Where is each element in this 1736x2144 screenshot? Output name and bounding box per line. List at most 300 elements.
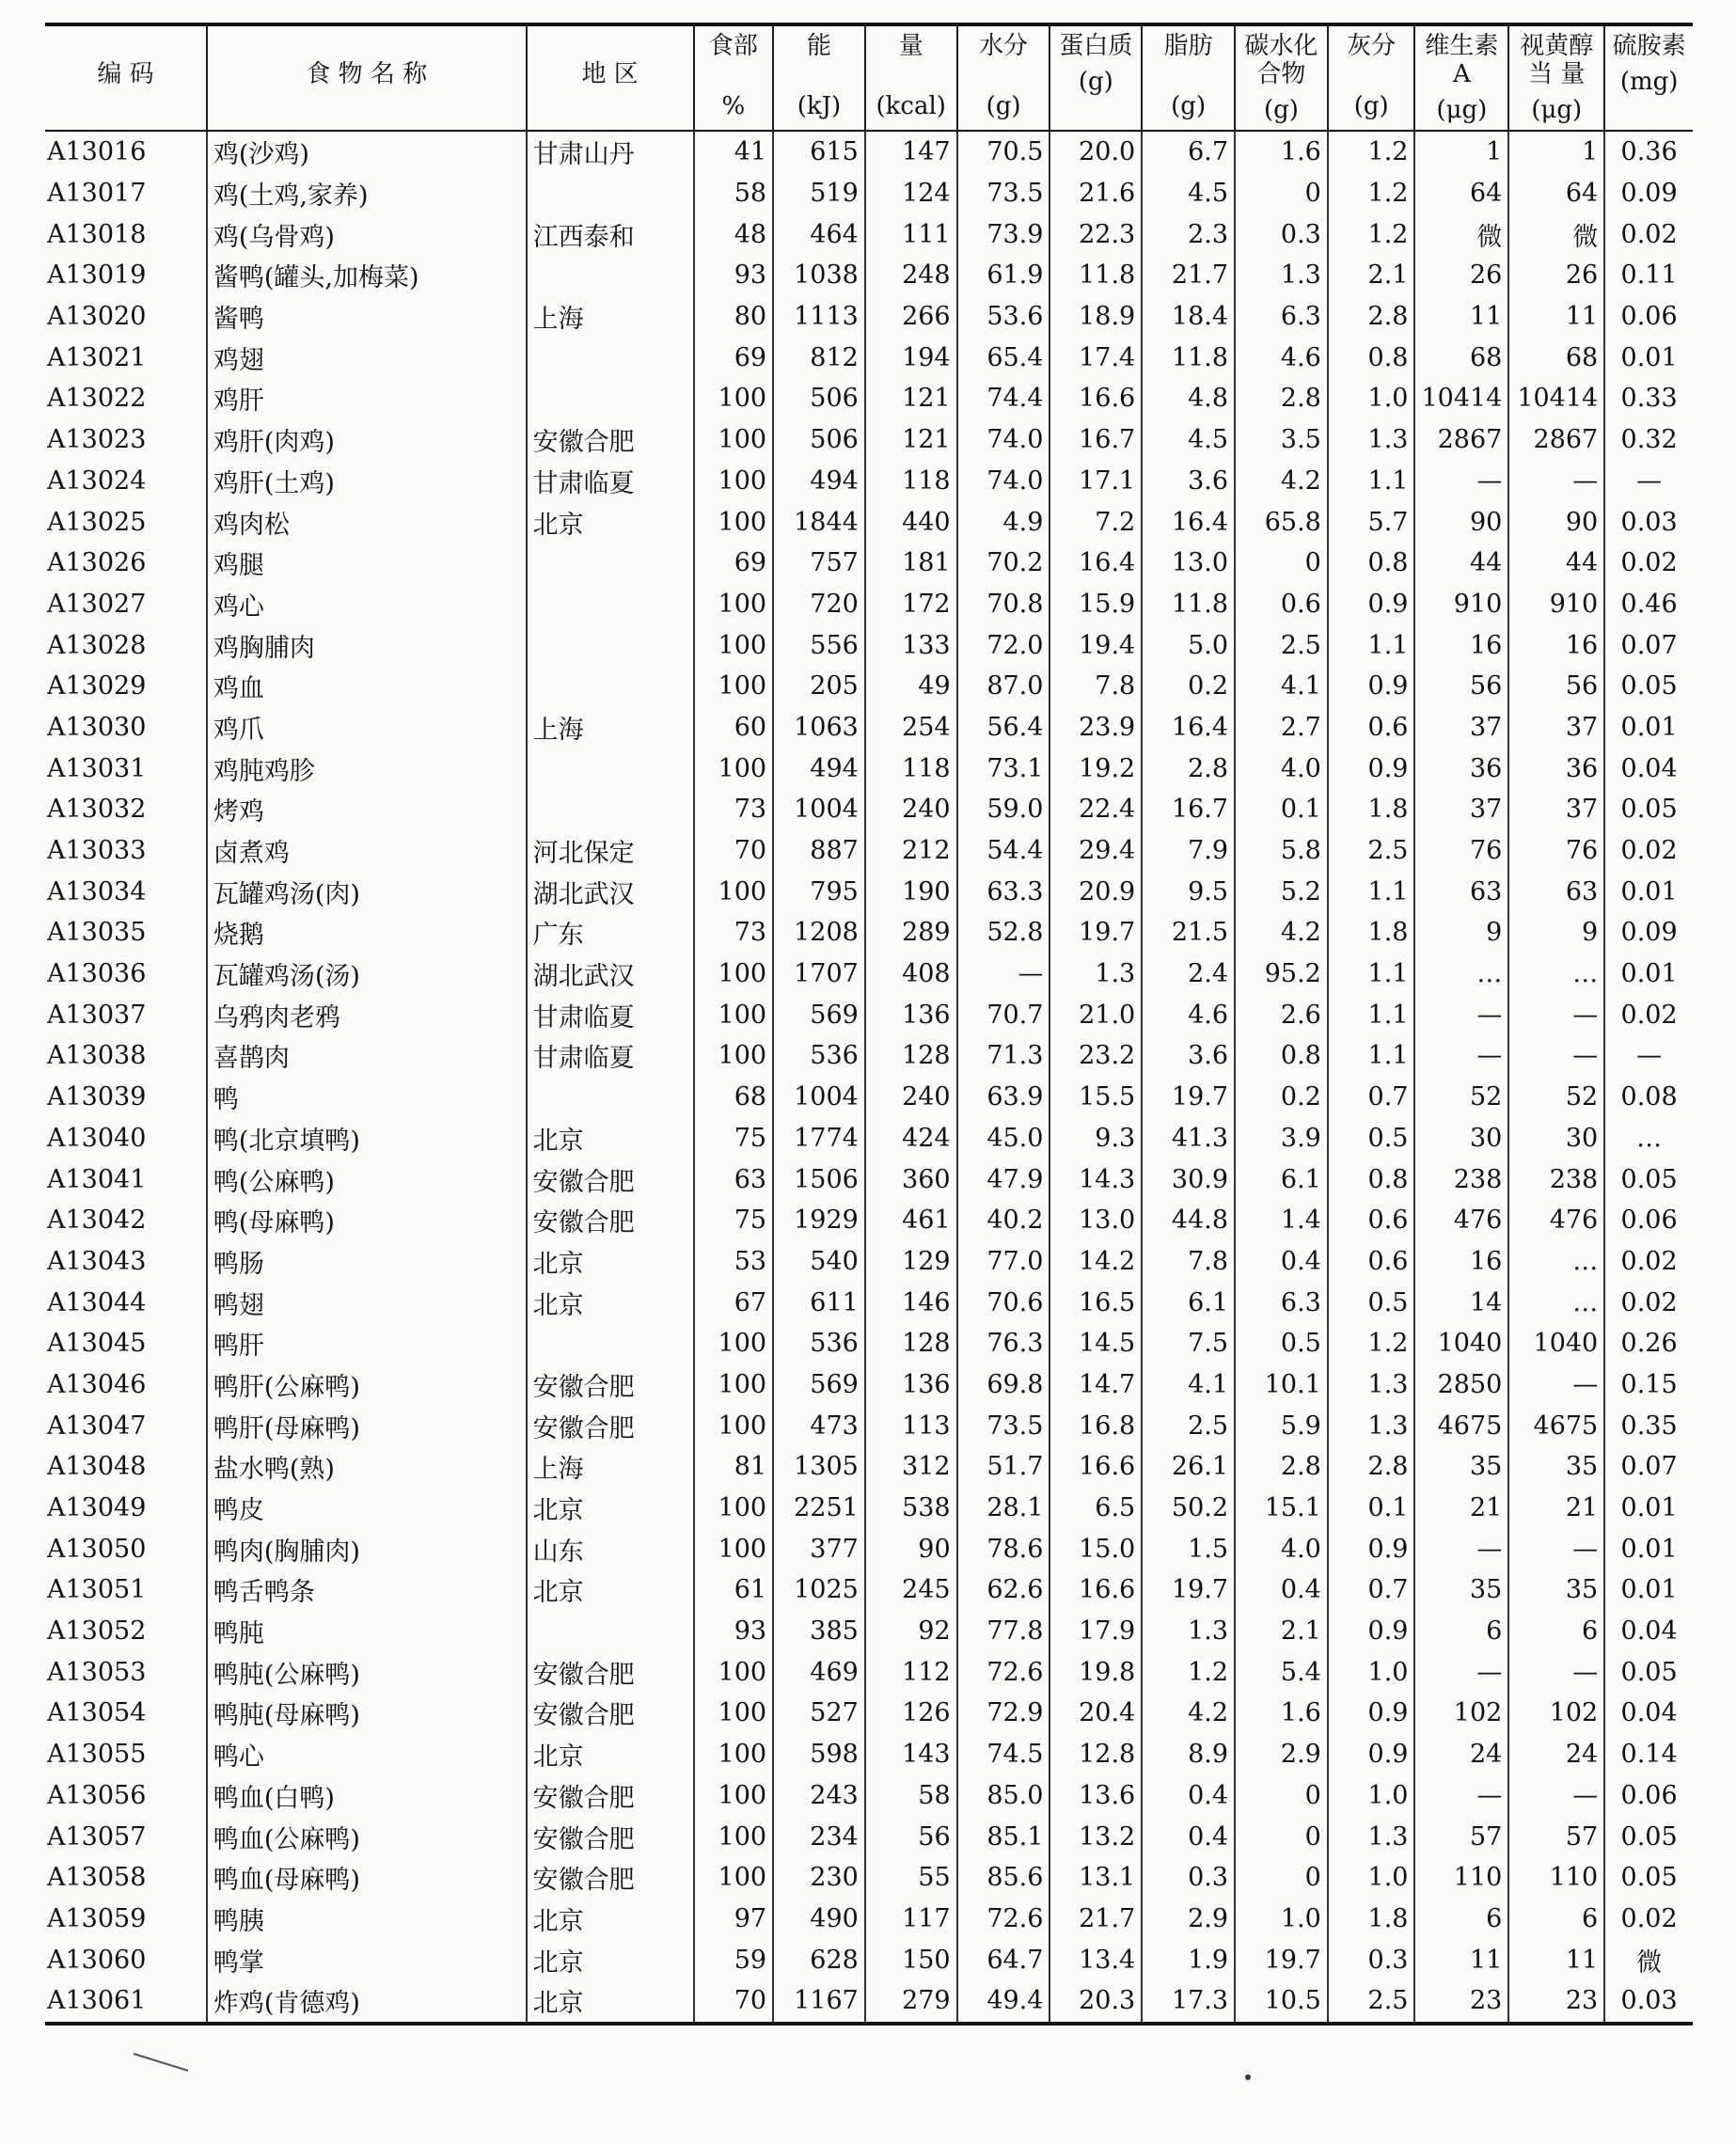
table-cell: 16.8 (1049, 1405, 1142, 1446)
table-cell: 北京 (527, 1569, 694, 1611)
table-cell: A13055 (47, 1740, 147, 1770)
table-cell: 85.0 (957, 1775, 1050, 1817)
table-cell: 1.1 (1328, 624, 1415, 666)
table-row (45, 1651, 1693, 1693)
table-cell: 4.1 (1142, 1364, 1235, 1406)
table-cell: 45.0 (957, 1118, 1050, 1159)
table-cell: 20.4 (1049, 1693, 1142, 1734)
table-cell: 0.2 (1235, 1077, 1328, 1118)
table-cell: 63.3 (957, 871, 1050, 912)
table-cell: A13046 (47, 1369, 147, 1399)
table-cell: 0.8 (1328, 543, 1415, 584)
table-cell: 23.9 (1049, 707, 1142, 749)
table-cell: A13029 (47, 671, 147, 702)
table-cell: 14.2 (1049, 1241, 1142, 1283)
table-cell: 鸭(母麻鸭) (207, 1200, 527, 1241)
table-cell: 48 (694, 213, 773, 255)
table-cell: 22.4 (1049, 789, 1142, 830)
table-cell: 70 (694, 1980, 773, 2024)
table-cell: 490 (773, 1899, 865, 1940)
table-cell: 11 (1414, 1939, 1508, 1980)
header-edible: 食部 % (694, 24, 773, 131)
table-cell: 北京 (527, 1118, 694, 1159)
table-cell: 59.0 (957, 789, 1050, 830)
table-cell: 469 (773, 1651, 865, 1693)
table-cell: 312 (865, 1446, 957, 1488)
table-cell: 360 (865, 1159, 957, 1200)
table-cell: 山东 (527, 1528, 694, 1569)
table-cell: 100 (694, 666, 773, 707)
table-cell: 18.4 (1142, 296, 1235, 338)
table-cell: 0.5 (1328, 1118, 1415, 1159)
table-cell: A13024 (47, 465, 147, 496)
table-cell: 385 (773, 1611, 865, 1652)
table-cell: 11.8 (1142, 337, 1235, 378)
table-cell: 2867 (1414, 419, 1508, 461)
table-cell: 2.1 (1235, 1611, 1328, 1652)
table-cell: — (1414, 1651, 1508, 1693)
table-cell: 16.6 (1049, 378, 1142, 419)
table-cell: 1.9 (1142, 1939, 1235, 1980)
table-cell: 70 (694, 830, 773, 872)
table-cell: 北京 (527, 1734, 694, 1775)
table-cell: 41.3 (1142, 1118, 1235, 1159)
table-cell: 100 (694, 378, 773, 419)
table-cell: 甘肃临夏 (527, 994, 694, 1035)
table-cell: 476 (1508, 1200, 1604, 1241)
table-cell: — (1414, 461, 1508, 502)
table-cell: 95.2 (1235, 954, 1328, 995)
table-cell: 10414 (1508, 378, 1604, 419)
table-cell: 230 (773, 1857, 865, 1899)
header-region: 地 区 (527, 24, 694, 131)
table-cell: 50.2 (1142, 1488, 1235, 1529)
table-cell (527, 1323, 694, 1364)
table-cell: 1844 (773, 501, 865, 543)
table-cell: 26 (1414, 255, 1508, 296)
table-cell: 0.06 (1604, 1775, 1693, 1817)
table-cell: — (1508, 994, 1604, 1035)
table-cell: 1.2 (1328, 1323, 1415, 1364)
table-cell: 611 (773, 1282, 865, 1323)
table-row (45, 1118, 1693, 1159)
table-cell: A13025 (47, 507, 147, 537)
table-row (45, 213, 1693, 255)
table-cell: 1063 (773, 707, 865, 749)
table-cell: 121 (865, 378, 957, 419)
table-header-row (45, 24, 1693, 131)
header-code: 编 码 (97, 60, 154, 88)
table-cell: 52 (1508, 1077, 1604, 1118)
table-cell: 0.01 (1604, 337, 1693, 378)
table-cell: 5.4 (1235, 1651, 1328, 1693)
table-cell: 110 (1508, 1857, 1604, 1899)
table-cell: 5.8 (1235, 830, 1328, 872)
table-cell: A13027 (47, 589, 147, 619)
table-cell: 49 (865, 666, 957, 707)
table-cell: 212 (865, 830, 957, 872)
table-cell: 13.0 (1049, 1200, 1142, 1241)
table-cell: 4.6 (1235, 337, 1328, 378)
table-cell: 0.9 (1328, 1693, 1415, 1734)
table-cell: 21.6 (1049, 173, 1142, 214)
table-cell: 鸭胰 (207, 1899, 527, 1940)
table-cell: 2867 (1508, 419, 1604, 461)
table-cell: A13052 (47, 1616, 147, 1647)
table-cell: 73.5 (957, 1405, 1050, 1446)
table-cell: 93 (694, 255, 773, 296)
table-cell: 2.8 (1328, 296, 1415, 338)
table-cell: 476 (1414, 1200, 1508, 1241)
table-cell: 1.8 (1328, 912, 1415, 954)
table-cell: 0.05 (1604, 666, 1693, 707)
table-cell: 21.5 (1142, 912, 1235, 954)
table-cell: 鸭(公麻鸭) (207, 1159, 527, 1200)
table-cell: 0.4 (1235, 1569, 1328, 1611)
table-cell: 北京 (527, 1899, 694, 1940)
table-cell: 2.8 (1328, 1446, 1415, 1488)
table-cell: 408 (865, 954, 957, 995)
table-cell: A13017 (47, 179, 147, 209)
table-cell: 1.8 (1328, 1899, 1415, 1940)
table-cell: — (1414, 994, 1508, 1035)
table-cell: 北京 (527, 1980, 694, 2024)
table-cell: — (1604, 461, 1693, 502)
table-cell: 1.3 (1328, 1405, 1415, 1446)
nutrition-table-page (45, 23, 1693, 2026)
table-cell: A13031 (47, 753, 147, 783)
table-cell: 微 (1604, 1939, 1693, 1980)
table-cell: 60 (694, 707, 773, 749)
table-cell: 506 (773, 378, 865, 419)
table-cell: 124 (865, 173, 957, 214)
table-cell: 194 (865, 337, 957, 378)
table-cell: 240 (865, 1077, 957, 1118)
table-cell: — (1508, 1651, 1604, 1693)
table-row (45, 994, 1693, 1035)
table-cell: … (1508, 1241, 1604, 1283)
table-row (45, 1077, 1693, 1118)
table-cell: 上海 (527, 1446, 694, 1488)
header-energy-kj: 能 (kJ) (773, 24, 865, 131)
table-cell: A13043 (47, 1246, 147, 1276)
table-cell (527, 624, 694, 666)
table-cell: 1208 (773, 912, 865, 954)
table-cell: 1.2 (1142, 1651, 1235, 1693)
table-cell: A13053 (47, 1657, 147, 1687)
table-cell: 0.9 (1328, 748, 1415, 789)
table-cell: 69 (694, 337, 773, 378)
table-cell: 126 (865, 1693, 957, 1734)
table-cell: 1.4 (1235, 1200, 1328, 1241)
table-cell: 68 (1508, 337, 1604, 378)
table-cell: 14.7 (1049, 1364, 1142, 1406)
table-cell: 1305 (773, 1446, 865, 1488)
table-cell: 2.5 (1142, 1405, 1235, 1446)
table-cell: 37 (1414, 707, 1508, 749)
table-cell: 1.3 (1049, 954, 1142, 995)
table-cell: 35 (1508, 1446, 1604, 1488)
table-cell: 鸭肫(母麻鸭) (207, 1693, 527, 1734)
header-carbohydrate: 碳水化合物 (g) (1235, 24, 1328, 131)
table-cell: 245 (865, 1569, 957, 1611)
table-row (45, 1775, 1693, 1817)
table-cell: — (1508, 1528, 1604, 1569)
table-cell: 喜鹊肉 (207, 1035, 527, 1077)
table-cell: 56 (1508, 666, 1604, 707)
table-row (45, 296, 1693, 338)
table-cell: 7.8 (1142, 1241, 1235, 1283)
table-cell: 安徽合肥 (527, 1159, 694, 1200)
table-cell (527, 666, 694, 707)
table-cell: 1 (1508, 131, 1604, 173)
table-row (45, 255, 1693, 296)
table-cell: 鸭心 (207, 1734, 527, 1775)
food-composition-table (45, 23, 1693, 2026)
table-cell: 酱鸭 (207, 296, 527, 338)
table-cell: 0.09 (1604, 173, 1693, 214)
table-cell: 1040 (1414, 1323, 1508, 1364)
table-cell: 0.09 (1604, 912, 1693, 954)
table-cell: 44.8 (1142, 1200, 1235, 1241)
table-cell: 44 (1508, 543, 1604, 584)
table-body (45, 131, 1693, 2024)
table-cell: 70.8 (957, 584, 1050, 625)
table-cell: 75 (694, 1118, 773, 1159)
table-cell: 35 (1414, 1569, 1508, 1611)
table-cell: 65.8 (1235, 501, 1328, 543)
table-cell: 55 (865, 1857, 957, 1899)
table-cell: … (1508, 954, 1604, 995)
table-cell: … (1604, 1118, 1693, 1159)
table-cell: 795 (773, 871, 865, 912)
table-cell: 19.7 (1142, 1569, 1235, 1611)
table-row (45, 1200, 1693, 1241)
table-cell: 5.7 (1328, 501, 1415, 543)
table-cell: 北京 (527, 501, 694, 543)
table-cell: 烤鸡 (207, 789, 527, 830)
table-cell: 安徽合肥 (527, 1693, 694, 1734)
table-cell: 238 (1414, 1159, 1508, 1200)
table-cell: 19.8 (1049, 1651, 1142, 1693)
table-cell: 16.7 (1049, 419, 1142, 461)
table-cell: A13041 (47, 1164, 147, 1194)
table-cell: 9 (1414, 912, 1508, 954)
table-cell: 0 (1235, 543, 1328, 584)
table-cell: 1.6 (1235, 1693, 1328, 1734)
table-cell: 5.2 (1235, 871, 1328, 912)
table-cell: 21 (1508, 1488, 1604, 1529)
table-cell: 17.1 (1049, 461, 1142, 502)
table-cell: 110 (1414, 1857, 1508, 1899)
table-cell: A13019 (47, 260, 147, 291)
table-cell: 0.8 (1328, 337, 1415, 378)
table-cell: 248 (865, 255, 957, 296)
table-cell: 安徽合肥 (527, 1364, 694, 1406)
table-cell: 14.5 (1049, 1323, 1142, 1364)
table-cell: 1929 (773, 1200, 865, 1241)
table-cell: — (1604, 1035, 1693, 1077)
table-cell: 1.8 (1328, 789, 1415, 830)
table-cell: 鸡心 (207, 584, 527, 625)
table-cell (527, 1611, 694, 1652)
table-cell: 61 (694, 1569, 773, 1611)
table-cell: 广东 (527, 912, 694, 954)
table-cell: A13028 (47, 630, 147, 660)
table-cell: 0.02 (1604, 830, 1693, 872)
table-cell: 炸鸡(肯德鸡) (207, 1980, 527, 2024)
table-cell: 30.9 (1142, 1159, 1235, 1200)
table-cell: A13048 (47, 1452, 147, 1482)
table-cell: A13056 (47, 1780, 147, 1810)
table-cell: A13037 (47, 1000, 147, 1030)
table-cell: 鸡爪 (207, 707, 527, 749)
table-cell: 安徽合肥 (527, 1200, 694, 1241)
table-cell: 鸡腿 (207, 543, 527, 584)
table-cell: 0.05 (1604, 1651, 1693, 1693)
table-cell: 57 (1414, 1816, 1508, 1857)
table-cell: 72.9 (957, 1693, 1050, 1734)
table-cell: 0.04 (1604, 748, 1693, 789)
table-row (45, 1241, 1693, 1283)
table-cell: A13047 (47, 1411, 147, 1441)
table-cell: A13033 (47, 836, 147, 866)
table-cell: 0.8 (1235, 1035, 1328, 1077)
table-cell: 酱鸭(罐头,加梅菜) (207, 255, 527, 296)
table-cell: 鸭(北京填鸭) (207, 1118, 527, 1159)
table-cell: 812 (773, 337, 865, 378)
table-cell: 11 (1508, 1939, 1604, 1980)
table-cell: 147 (865, 131, 957, 173)
table-cell: 0.26 (1604, 1323, 1693, 1364)
table-cell: 17.9 (1049, 1611, 1142, 1652)
table-cell: 52 (1414, 1077, 1508, 1118)
table-cell: 569 (773, 994, 865, 1035)
table-row (45, 748, 1693, 789)
table-cell: 0.4 (1142, 1816, 1235, 1857)
table-cell: 鸡胸脯肉 (207, 624, 527, 666)
table-cell: 6 (1414, 1611, 1508, 1652)
table-row (45, 131, 1693, 173)
table-cell: 0.01 (1604, 1488, 1693, 1529)
table-cell: 鸭翅 (207, 1282, 527, 1323)
table-cell: 0.01 (1604, 871, 1693, 912)
table-row (45, 378, 1693, 419)
table-cell: 0.05 (1604, 789, 1693, 830)
table-cell: 15.1 (1235, 1488, 1328, 1529)
table-cell: 21.0 (1049, 994, 1142, 1035)
table-cell: 1774 (773, 1118, 865, 1159)
table-cell: 70.6 (957, 1282, 1050, 1323)
table-row (45, 1405, 1693, 1446)
table-cell: 118 (865, 748, 957, 789)
table-cell: 118 (865, 461, 957, 502)
table-cell: 3.9 (1235, 1118, 1328, 1159)
table-cell: 59 (694, 1939, 773, 1980)
table-cell: 0.46 (1604, 584, 1693, 625)
table-cell: 6.1 (1235, 1159, 1328, 1200)
table-cell: 8.9 (1142, 1734, 1235, 1775)
table-cell: 1.0 (1328, 1775, 1415, 1817)
table-cell: 506 (773, 419, 865, 461)
table-cell: 47.9 (957, 1159, 1050, 1200)
table-cell: 0.05 (1604, 1816, 1693, 1857)
table-cell: 19.2 (1049, 748, 1142, 789)
table-cell: 30 (1414, 1118, 1508, 1159)
table-cell: 0.01 (1604, 954, 1693, 995)
table-cell: 205 (773, 666, 865, 707)
table-row (45, 1035, 1693, 1077)
table-row (45, 337, 1693, 378)
table-row (45, 461, 1693, 502)
table-cell: 9.5 (1142, 871, 1235, 912)
table-cell: 76 (1508, 830, 1604, 872)
table-cell: A13036 (47, 959, 147, 989)
table-cell: 598 (773, 1734, 865, 1775)
table-cell: 1.0 (1328, 378, 1415, 419)
table-cell: 10.1 (1235, 1364, 1328, 1406)
table-cell: 100 (694, 994, 773, 1035)
table-cell: 0.3 (1142, 1857, 1235, 1899)
table-cell: 鸭肫 (207, 1611, 527, 1652)
table-row (45, 1816, 1693, 1857)
table-cell: 78.6 (957, 1528, 1050, 1569)
table-cell: 瓦罐鸡汤(肉) (207, 871, 527, 912)
table-cell: 0.3 (1235, 213, 1328, 255)
table-cell: 2.9 (1235, 1734, 1328, 1775)
table-cell: 北京 (527, 1939, 694, 1980)
table-cell: A13034 (47, 876, 147, 906)
table-cell: 15.5 (1049, 1077, 1142, 1118)
table-cell: 243 (773, 1775, 865, 1817)
table-cell: 0.07 (1604, 1446, 1693, 1488)
table-cell: 0.32 (1604, 419, 1693, 461)
table-cell: 鸭掌 (207, 1939, 527, 1980)
table-cell: 0.33 (1604, 378, 1693, 419)
table-cell: 4.1 (1235, 666, 1328, 707)
table-cell: A13023 (47, 425, 147, 455)
table-cell: 鸡肫鸡胗 (207, 748, 527, 789)
table-cell: A13039 (47, 1082, 147, 1112)
table-cell: 62.6 (957, 1569, 1050, 1611)
table-cell: 14 (1414, 1282, 1508, 1323)
table-row (45, 789, 1693, 830)
table-cell: 1.1 (1328, 461, 1415, 502)
table-cell: 4675 (1414, 1405, 1508, 1446)
table-cell: 江西泰和 (527, 213, 694, 255)
table-cell: 1167 (773, 1980, 865, 2024)
table-cell: 2.5 (1328, 830, 1415, 872)
table-cell: 1.1 (1328, 994, 1415, 1035)
table-cell: 464 (773, 213, 865, 255)
table-cell: — (1508, 1035, 1604, 1077)
table-cell: 4.0 (1235, 748, 1328, 789)
table-cell: 北京 (527, 1282, 694, 1323)
table-cell: 16.6 (1049, 1569, 1142, 1611)
table-cell: 81 (694, 1446, 773, 1488)
table-cell: 100 (694, 1693, 773, 1734)
table-cell: 49.4 (957, 1980, 1050, 2024)
table-cell: 甘肃临夏 (527, 1035, 694, 1077)
table-cell: 0.8 (1328, 1159, 1415, 1200)
table-cell: 74.0 (957, 461, 1050, 502)
table-cell: 7.9 (1142, 830, 1235, 872)
table-cell: 102 (1414, 1693, 1508, 1734)
table-cell: 73.5 (957, 173, 1050, 214)
table-cell: 11.8 (1049, 255, 1142, 296)
table-cell: 20.3 (1049, 1980, 1142, 2024)
table-cell: 1.3 (1142, 1611, 1235, 1652)
